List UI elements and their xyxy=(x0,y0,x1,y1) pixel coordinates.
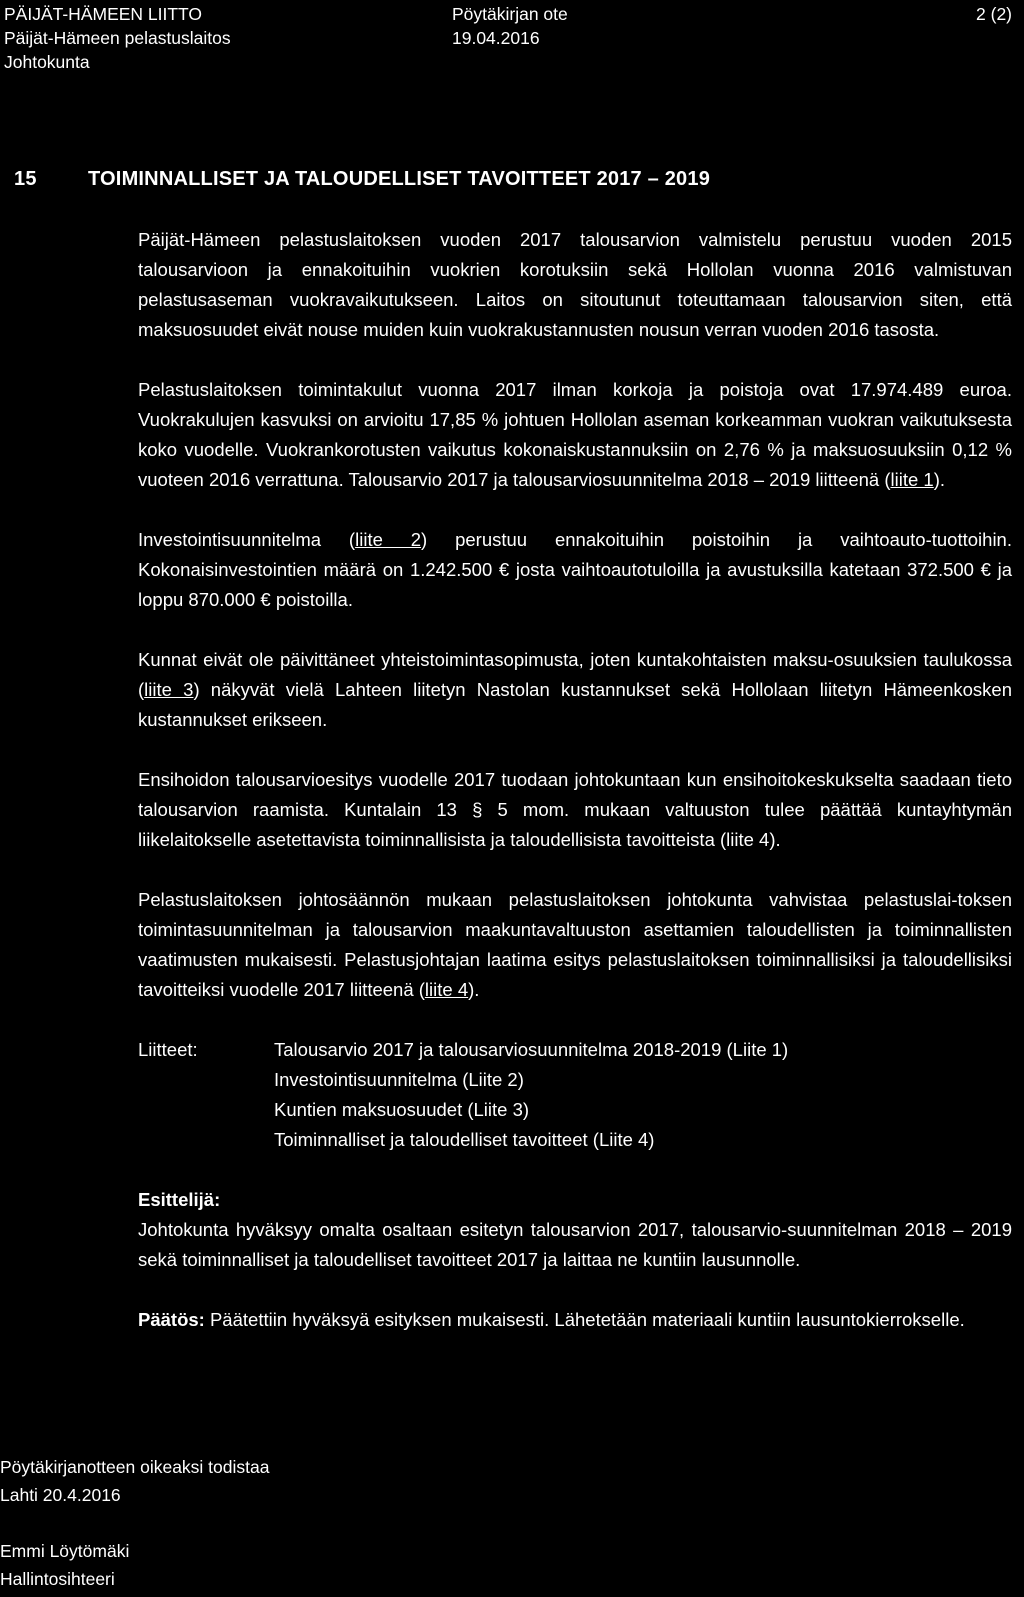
decision-text: Päätettiin hyväksyä esityksen mukaisesti. Lähetetään materiaali kuntiin lausuntokierrokselle. xyxy=(209,1309,965,1330)
spacer xyxy=(0,1509,269,1537)
header-organization: PÄIJÄT-HÄMEEN LIITTO xyxy=(4,4,203,24)
proposal-label: Esittelijä: xyxy=(138,1189,221,1210)
attachment-item: Talousarvio 2017 ja talousarviosuunnitelma 2018-2019 (Liite 1) xyxy=(274,1039,789,1060)
attachment-link-1[interactable]: liite 1 xyxy=(890,469,934,490)
attachment-link-2[interactable]: liite 2 xyxy=(355,529,422,550)
attachment-link-4[interactable]: liite 4 xyxy=(424,979,469,1000)
paragraph-bylaws xyxy=(138,885,1012,1005)
header-doc-type: Pöytäkirjan ote xyxy=(452,4,568,24)
paragraph-text: ). xyxy=(933,469,946,490)
paragraph-emergency-care: Ensihoidon talousarvioesitys vuodelle 2017 tuodaan johtokuntaan kun ensihoitokeskukselta saadaan tieto talousarvion raamista. Kuntalain 13 § 5 mom. mukaan valtuuston tulee päättää kuntayhtymän liikelaitokselle asetettavista toiminnallisista ja taloudellisista tavoitteista (liite 4). xyxy=(138,769,1012,850)
attachment-item: Kuntien maksuosuudet (Liite 3) xyxy=(274,1099,530,1120)
paragraph-text: Pelastuslaitoksen toimintakulut vuonna 2017 ilman korkoja ja poistoja ovat 17.974.489 euroa. Vuokrakulujen kasvuksi on arvioitu 17,85 % johtuen Hollolan aseman korkeamman vuokran vaikutuksesta koko vuodelle. Vuokrankorotusten vaikutus kokonaiskustannuksiin on 2,76 % ja maksuosuuksiin 0,12 % vuoteen 2016 verrattuna. Talousarvio 2017 ja talousarviosuunnitelma 2018 – 2019 liitteenä ( xyxy=(138,379,1012,490)
attachments-label: Liitteet: xyxy=(138,1039,198,1060)
paragraph-operating-costs xyxy=(138,375,1012,495)
paragraph-investments xyxy=(138,525,1012,615)
header-department: Päijät-Hämeen pelastuslaitos xyxy=(4,28,231,48)
header-right xyxy=(976,2,1012,26)
paragraph-text: Kunnat eivät ole päivittäneet yhteistoimintasopimusta, joten kuntakohtaisten maksu-osuuksien taulukossa ( xyxy=(138,649,1012,700)
header-body: Johtokunta xyxy=(4,52,90,72)
section-number: 15 xyxy=(14,168,37,190)
paragraph-text: Pelastuslaitoksen johtosäännön mukaan pelastuslaitoksen johtokunta vahvistaa pelastuslai-toksen toimintasuunnitelman ja talousarvion maakuntavaltuuston asettamien taloudellisten ja toiminnallisten vaatimusten mukaisesti. Pelastusjohtajan laatima esitys pelastuslaitoksen toiminnallisiksi ja taloudellisiksi tavoitteiksi vuodelle 2017 liitteenä ( xyxy=(138,889,1012,1000)
proposal-text: Johtokunta hyväksyy omalta osaltaan esitetyn talousarvion 2017, talousarvio-suunnitelman 2018 – 2019 sekä toiminnalliset ja taloudelliset tavoitteet 2017 ja laittaa ne kuntiin lausunnolle. xyxy=(138,1219,1012,1270)
attachment-item: Toiminnalliset ja taloudelliset tavoitteet (Liite 4) xyxy=(274,1129,655,1150)
section-heading: TOIMINNALLISET JA TALOUDELLISET TAVOITTEET 2017 – 2019 xyxy=(88,168,711,190)
header-date: 19.04.2016 xyxy=(452,28,540,48)
decision-paragraph xyxy=(138,1305,1012,1335)
certification-text: Pöytäkirjanotteen oikeaksi todistaa xyxy=(0,1457,270,1477)
paragraph-text: ). xyxy=(468,979,480,1000)
attachments-section xyxy=(138,1035,1012,1155)
decision-label: Päätös: xyxy=(138,1309,205,1330)
section-title xyxy=(14,164,710,194)
attachment-item: Investointisuunnitelma (Liite 2) xyxy=(274,1069,524,1090)
paragraph-text: Investointisuunnitelma ( xyxy=(138,529,356,550)
paragraph-municipal-shares xyxy=(138,645,1012,735)
document-body xyxy=(138,225,1012,1365)
certification-place-date: Lahti 20.4.2016 xyxy=(0,1485,121,1505)
header-left xyxy=(4,2,231,74)
signatory-name: Emmi Löytömäki xyxy=(0,1541,130,1561)
document-header xyxy=(0,2,1024,72)
paragraph-text: ) näkyvät vielä Lahteen liitetyn Nastolan kustannukset sekä Hollolaan liitetyn Hämeenkosken kustannukset erikseen. xyxy=(138,679,1012,730)
paragraph-budget-basis: Päijät-Hämeen pelastuslaitoksen vuoden 2017 talousarvion valmistelu perustuu vuoden 2015 talousarvioon ja ennakoituihin vuokrien korotuksiin sekä Hollolan vuonna 2016 valmistuvan pelastusaseman vuokravaikutukseen. Laitos on sitoutunut toteuttamaan talousarvion siten, että maksuosuudet eivät nouse muiden kuin vuokrakustannusten nousun verran vuoden 2016 tasosta. xyxy=(138,229,1012,340)
paragraph-text: ) perustuu ennakoituihin poistoihin ja vaihtoauto-tuottoihin. Kokonaisinvestointien määrä on 1.242.500 € josta vaihtoautotuloilla ja avustuksilla katetaan 372.500 € ja loppu 870.000 € poistoilla. xyxy=(138,529,1012,610)
header-page-number: 2 (2) xyxy=(976,4,1012,24)
signatory-role: Hallintosihteeri xyxy=(0,1569,115,1589)
certification-footer xyxy=(0,1453,269,1593)
header-middle xyxy=(452,2,568,50)
attachments-list xyxy=(274,1035,1012,1155)
attachment-link-3[interactable]: liite 3 xyxy=(144,679,194,700)
